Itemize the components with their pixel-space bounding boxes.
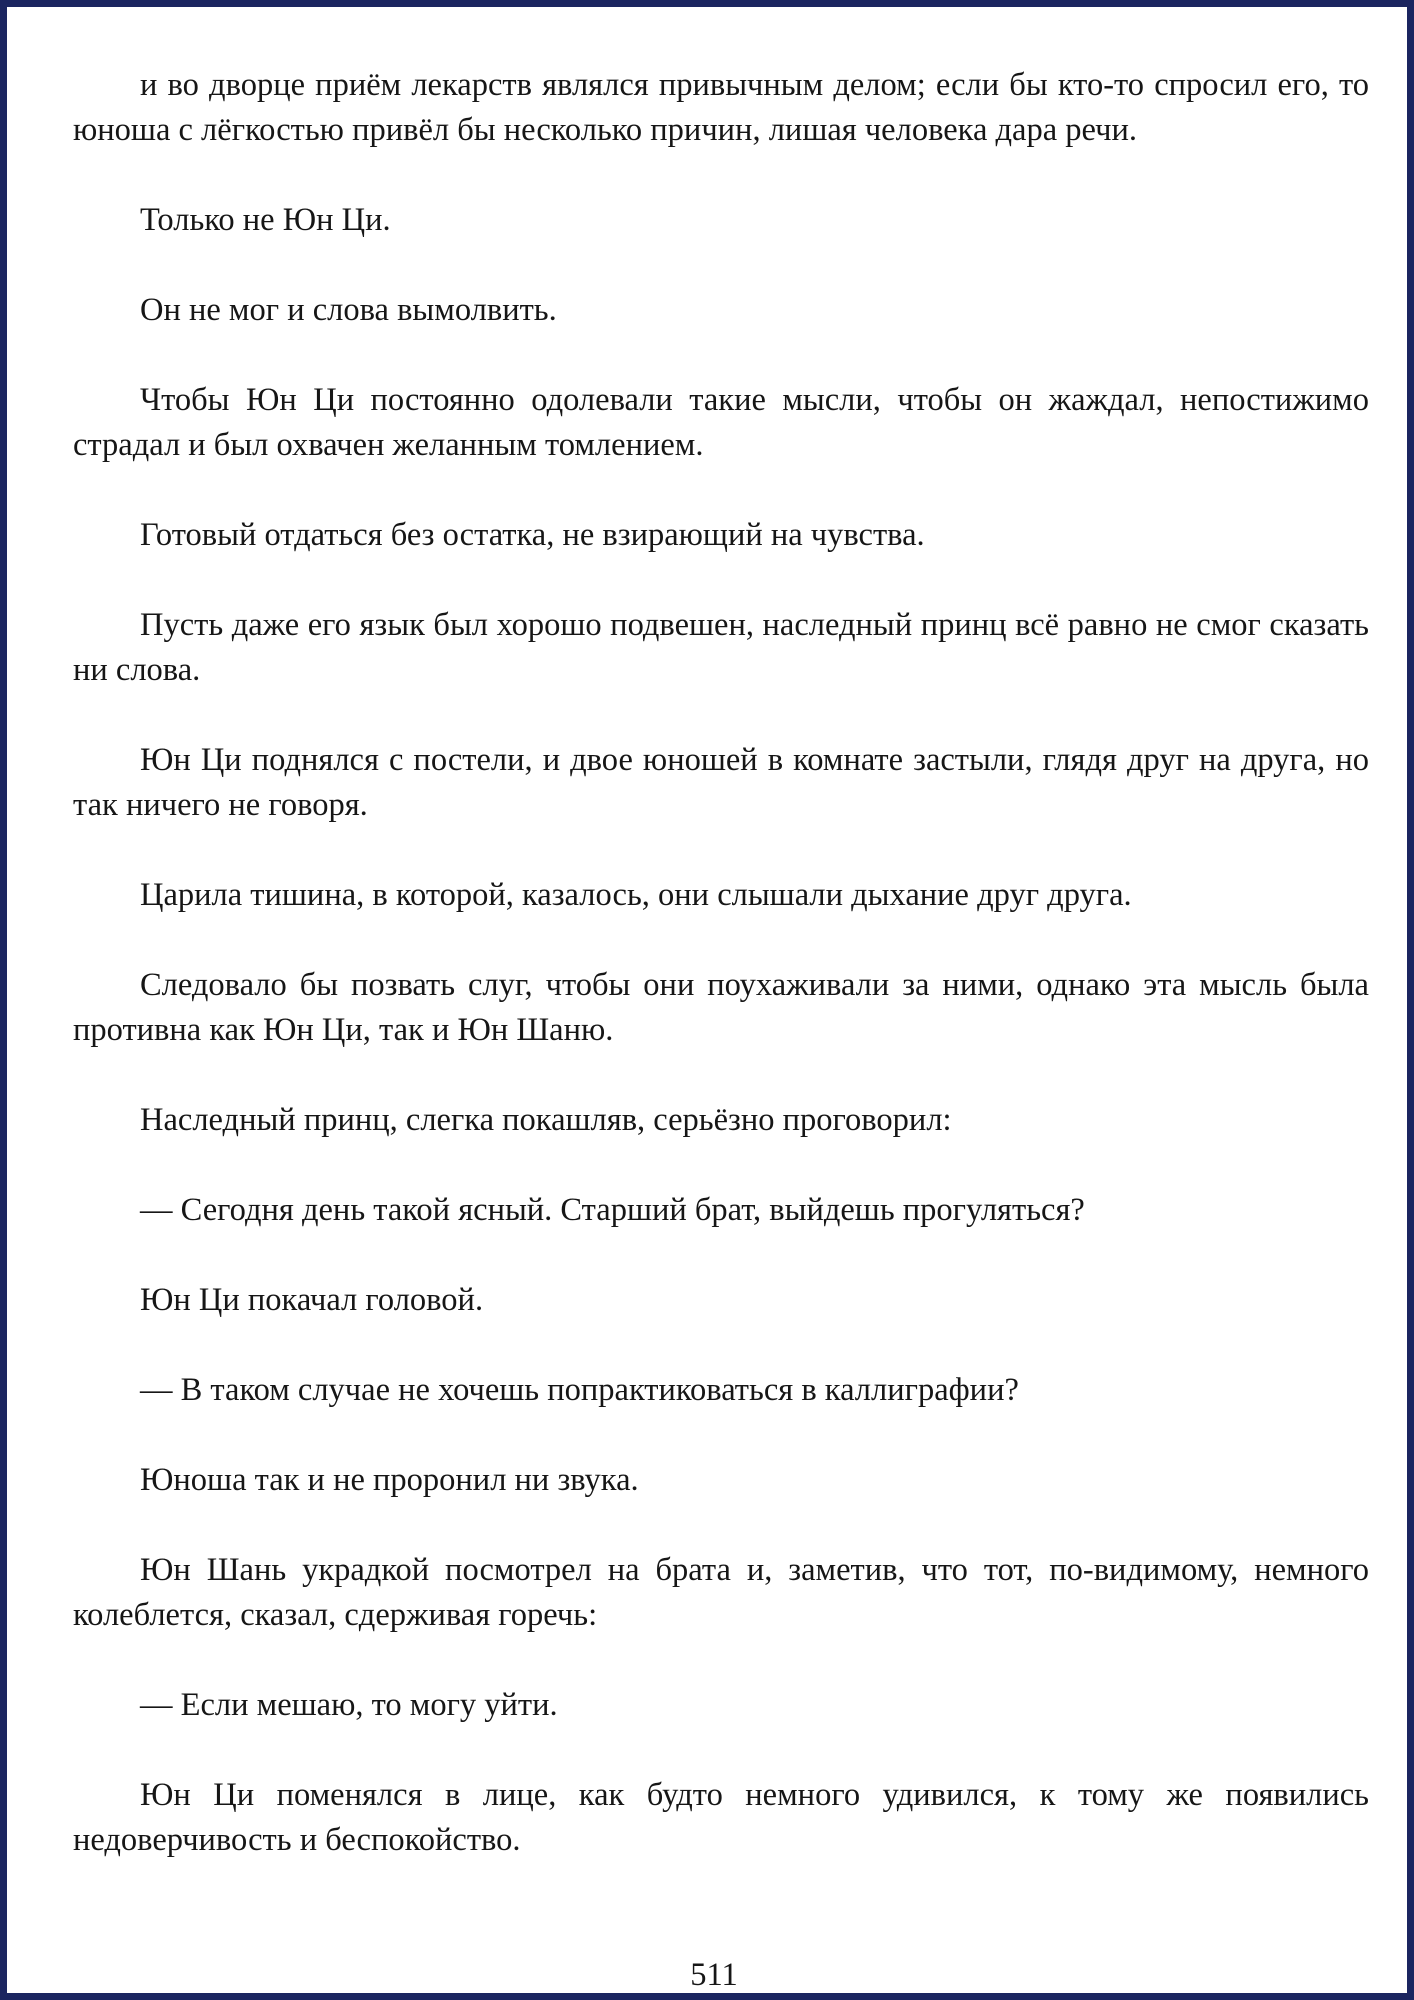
paragraph-2: Только не Юн Ци. <box>140 202 391 238</box>
paragraph-8: Царила тишина, в которой, казалось, они слышали дыхание друг друга. <box>140 877 1132 913</box>
paragraph-9: Следовало бы позвать слуг, чтобы они поухаживали за ними, однако эта мысль была противна как Юн Ци, так и Юн Шаню. <box>73 967 1369 1048</box>
page-number: 511 <box>690 1957 738 1993</box>
paragraph-15: Юн Шань украдкой посмотрел на брата и, заметив, что тот, по-видимому, немного колеблется, сказал, сдерживая горечь: <box>73 1552 1369 1633</box>
paragraph-4: Чтобы Юн Ци постоянно одолевали такие мысли, чтобы он жаждал, непостижимо страдал и был охвачен желанным томлением. <box>73 382 1369 463</box>
paragraph-13: — В таком случае не хочешь попрактиковаться в каллиграфии? <box>140 1372 1019 1408</box>
paragraph-11: — Сегодня день такой ясный. Старший брат, выйдешь прогуляться? <box>140 1192 1085 1228</box>
paragraph-12: Юн Ци покачал головой. <box>140 1282 484 1318</box>
paragraph-7: Юн Ци поднялся с постели, и двое юношей в комнате застыли, глядя друг на друга, но так ничего не говоря. <box>73 742 1369 823</box>
paragraph-17: Юн Ци поменялся в лице, как будто немного удивился, к тому же появились недоверчивость и беспокойство. <box>73 1777 1369 1858</box>
paragraph-6: Пусть даже его язык был хорошо подвешен, наследный принц всё равно не смог сказать ни слова. <box>73 607 1369 688</box>
paragraph-14: Юноша так и не проронил ни звука. <box>140 1462 639 1498</box>
paragraph-10: Наследный принц, слегка покашляв, серьёзно проговорил: <box>140 1102 952 1138</box>
paragraph-16: — Если мешаю, то могу уйти. <box>140 1687 558 1723</box>
paragraph-1: и во дворце приём лекарств являлся привычным делом; если бы кто-то спросил его, то юноша с лёгкостью привёл бы несколько причин, лишая человека дара речи. <box>73 67 1369 148</box>
page-text <box>73 63 1369 1863</box>
paragraph-3: Он не мог и слова вымолвить. <box>140 292 557 328</box>
paragraph-5: Готовый отдаться без остатка, не взирающий на чувства. <box>140 517 925 553</box>
